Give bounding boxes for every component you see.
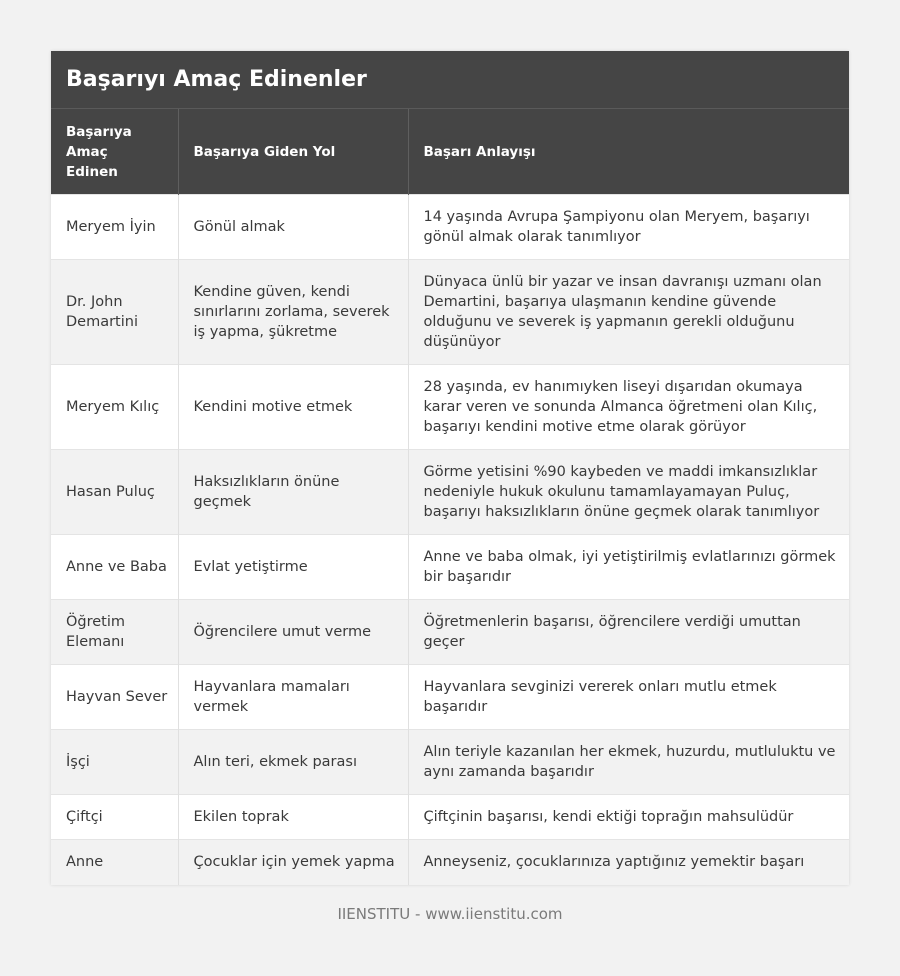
table-body [51, 195, 849, 885]
header-row [51, 109, 849, 195]
cell-understanding: 14 yaşında Avrupa Şampiyonu olan Meryem, başarıyı gönül almak olarak tanımlıyor [408, 195, 849, 260]
table-title: Başarıyı Amaç Edinenler [66, 67, 367, 92]
table-row [51, 535, 849, 600]
cell-understanding: Anneyseniz, çocuklarınıza yaptığınız yemektir başarı [408, 840, 849, 885]
cell-understanding: Öğretmenlerin başarısı, öğrencilere verdiği umuttan geçer [408, 600, 849, 665]
cell-understanding: Hayvanlara sevginizi vererek onları mutlu etmek başarıdır [408, 665, 849, 730]
table-header [51, 109, 849, 195]
table-row [51, 600, 849, 665]
table-card [51, 51, 849, 885]
column-header: Başarıya Amaç Edinen [51, 109, 178, 195]
cell-understanding: Anne ve baba olmak, iyi yetiştirilmiş evlatlarınızı görmek bir başarıdır [408, 535, 849, 600]
cell-person: Meryem Kılıç [51, 365, 178, 450]
data-table [51, 109, 849, 885]
cell-path: Evlat yetiştirme [178, 535, 408, 600]
table-row [51, 795, 849, 840]
cell-person: Hayvan Sever [51, 665, 178, 730]
table-row [51, 195, 849, 260]
cell-path: Öğrencilere umut verme [178, 600, 408, 665]
column-header: Başarıya Giden Yol [178, 109, 408, 195]
footer-credit: IIENSTITU - www.iienstitu.com [337, 905, 563, 923]
cell-understanding: Çiftçinin başarısı, kendi ektiği toprağın mahsulüdür [408, 795, 849, 840]
title-bar [51, 51, 849, 109]
column-header: Başarı Anlayışı [408, 109, 849, 195]
cell-understanding: Dünyaca ünlü bir yazar ve insan davranışı uzmanı olan Demartini, başarıya ulaşmanın kendine güvende olduğunu ve severek iş yapmanın gerekli olduğunu düşünüyor [408, 260, 849, 365]
cell-path: Kendini motive etmek [178, 365, 408, 450]
cell-understanding: 28 yaşında, ev hanımıyken liseyi dışarıdan okumaya karar veren ve sonunda Almanca öğretmeni olan Kılıç, başarıyı kendini motive etme olarak görüyor [408, 365, 849, 450]
table-row [51, 730, 849, 795]
table-row [51, 260, 849, 365]
cell-path: Gönül almak [178, 195, 408, 260]
cell-person: Meryem İyin [51, 195, 178, 260]
cell-person: Öğretim Elemanı [51, 600, 178, 665]
cell-path: Çocuklar için yemek yapma [178, 840, 408, 885]
cell-person: Dr. John Demartini [51, 260, 178, 365]
cell-person: Anne [51, 840, 178, 885]
table-row [51, 450, 849, 535]
cell-path: Kendine güven, kendi sınırlarını zorlama, severek iş yapma, şükretme [178, 260, 408, 365]
cell-path: Alın teri, ekmek parası [178, 730, 408, 795]
cell-path: Hayvanlara mamaları vermek [178, 665, 408, 730]
cell-person: İşçi [51, 730, 178, 795]
table-row [51, 665, 849, 730]
cell-understanding: Alın teriyle kazanılan her ekmek, huzurdu, mutluluktu ve aynı zamanda başarıdır [408, 730, 849, 795]
cell-person: Anne ve Baba [51, 535, 178, 600]
table-row [51, 840, 849, 885]
cell-person: Hasan Puluç [51, 450, 178, 535]
cell-path: Ekilen toprak [178, 795, 408, 840]
table-row [51, 365, 849, 450]
cell-path: Haksızlıkların önüne geçmek [178, 450, 408, 535]
cell-person: Çiftçi [51, 795, 178, 840]
cell-understanding: Görme yetisini %90 kaybeden ve maddi imkansızlıklar nedeniyle hukuk okulunu tamamlayamayan Puluç, başarıyı haksızlıkların önüne geçmek olarak tanımlıyor [408, 450, 849, 535]
